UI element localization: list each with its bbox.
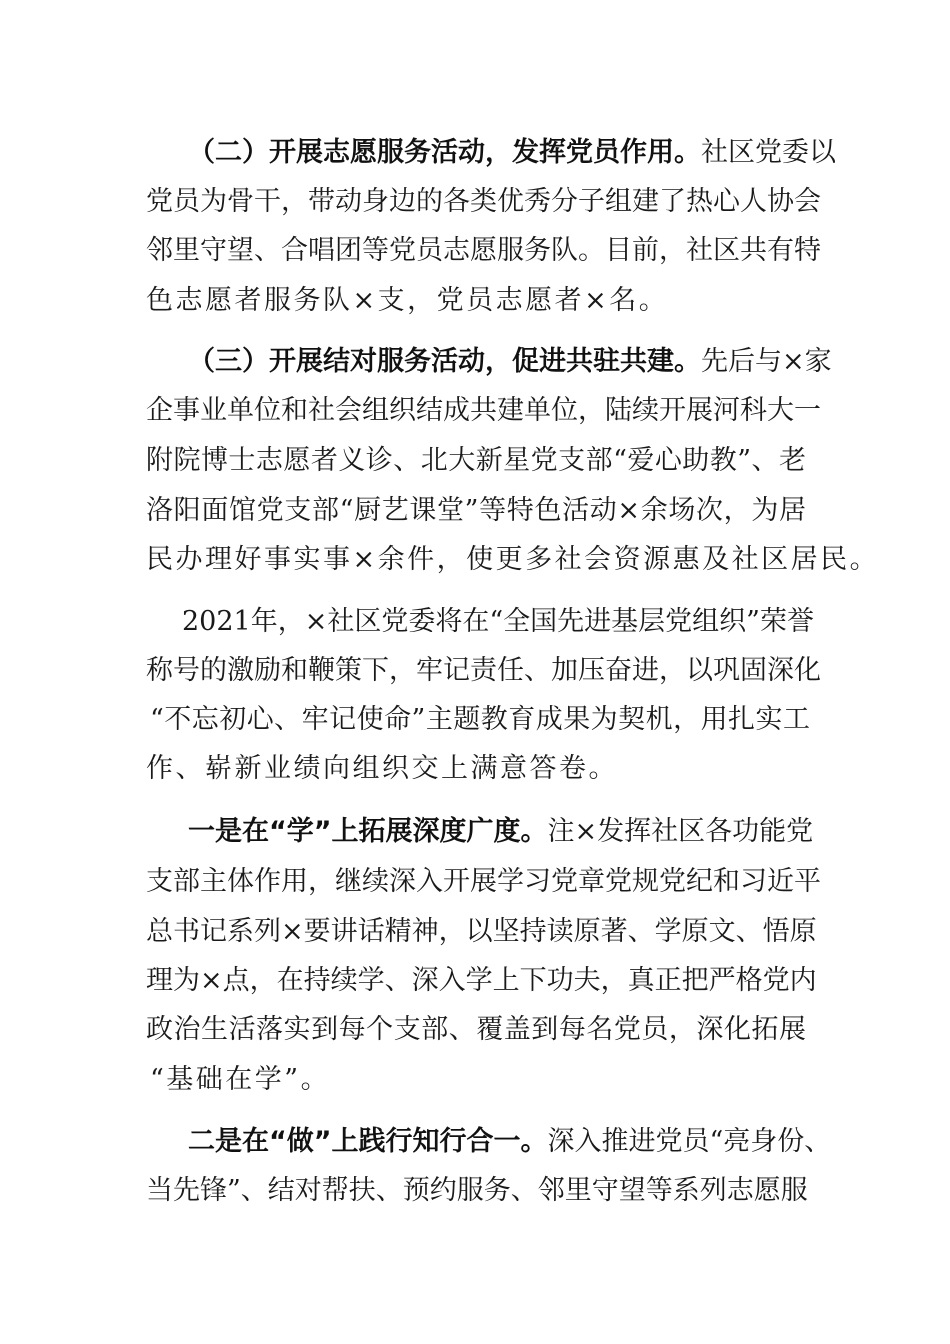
paragraph-5-line-1-text: 深入推进党员“亮身份、 [547, 1126, 832, 1157]
paragraph-2-line-1 [188, 336, 832, 388]
paragraph-2-line-5: 民办理好事实事×余件，使更多社会资源惠及社区居民。 [146, 544, 880, 575]
paragraph-1-line-2: 党员为骨干，带动身边的各类优秀分子组建了热心人协会 [146, 186, 821, 217]
paragraph-2-line-2: 企事业单位和社会组织结成共建单位，陆续开展河科大一 [146, 395, 821, 426]
paragraph-5-heading: 二是在“做”上践行知行合一。 [188, 1126, 548, 1157]
paragraph-5-line-2: 当先锋”、结对帮扶、预约服务、邻里守望等系列志愿服 [146, 1175, 808, 1206]
paragraph-3-line-2: 称号的激励和鞭策下，牢记责任、加压奋进，以巩固深化 [146, 655, 821, 686]
paragraph-3-line-3: “不忘初心、牢记使命”主题教育成果为契机，用扎实工 [150, 704, 810, 735]
paragraph-1-heading: （二）开展志愿服务活动，发挥党员作用。 [188, 137, 701, 168]
paragraph-4-line-3: 总书记系列×要讲话精神，以坚持读原著、学原文、悟原 [146, 916, 817, 947]
paragraph-3-line-1: 2021年，×社区党委将在“全国先进基层党组织”荣誉 [182, 606, 814, 637]
paragraph-4-line-1 [188, 806, 814, 858]
paragraph-2-line-4: 洛阳面馆党支部“厨艺课堂”等特色活动×余场次，为居 [146, 495, 806, 526]
paragraph-1-line-1 [188, 127, 836, 179]
paragraph-4-line-5: 政治生活落实到每个支部、覆盖到每名党员，深化拓展 [146, 1014, 806, 1045]
paragraph-3-line-4: 作、崭新业绩向组织交上满意答卷。 [146, 753, 618, 784]
paragraph-2-heading: （三）开展结对服务活动，促进共驻共建。 [188, 346, 701, 377]
paragraph-1-line-1-text: 社区党委以 [701, 137, 836, 168]
paragraph-2-line-3: 附院博士志愿者义诊、北大新星党支部“爱心助教”、老 [146, 445, 806, 476]
paragraph-4-line-1-text: 注×发挥社区各功能党 [547, 816, 814, 847]
paragraph-1-line-3: 邻里守望、合唱团等党员志愿服务队。目前，社区共有特 [146, 235, 821, 266]
paragraph-4-line-2: 支部主体作用，继续深入开展学习党章党规党纪和习近平 [146, 866, 821, 897]
paragraph-1-line-4: 色志愿者服务队×支，党员志愿者×名。 [146, 285, 669, 316]
paragraph-2-line-1-text: 先后与×家 [701, 346, 832, 377]
paragraph-4-line-4: 理为×点，在持续学、深入学上下功夫，真正把严格党内 [146, 965, 817, 996]
paragraph-4-heading: 一是在“学”上拓展深度广度。 [188, 816, 548, 847]
paragraph-4-line-6: “基础在学”。 [150, 1064, 331, 1095]
paragraph-5-line-1 [188, 1116, 832, 1168]
